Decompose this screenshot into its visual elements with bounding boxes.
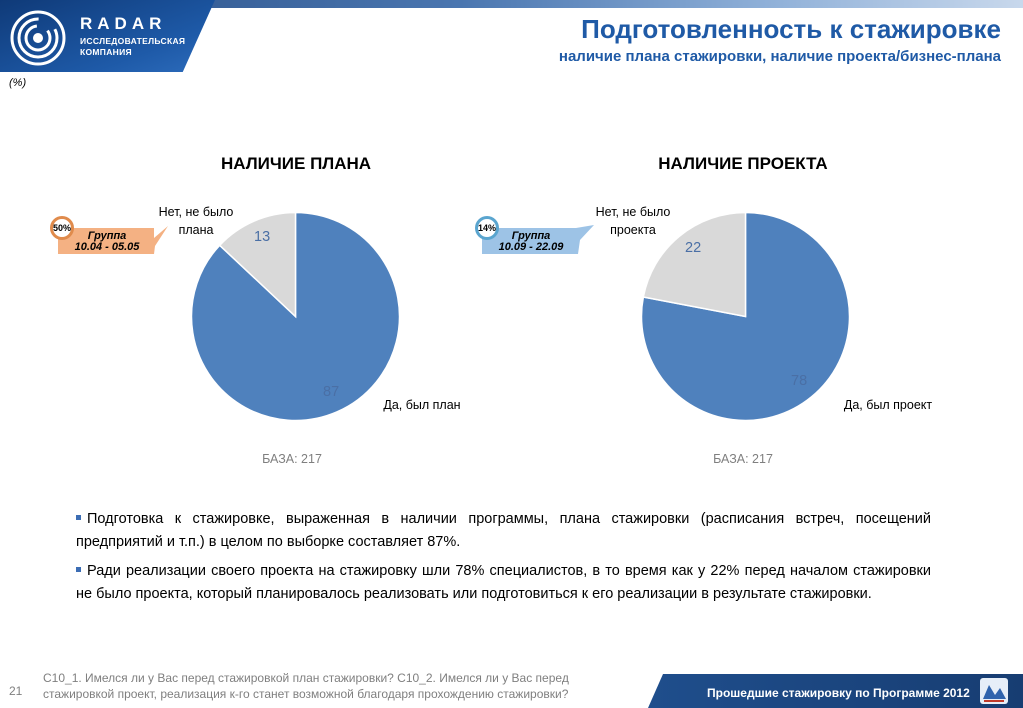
label-line: плана xyxy=(178,223,214,237)
question-note xyxy=(43,670,643,702)
legend-label-yes-project: Да, был проект xyxy=(843,398,933,412)
chart-title-plan: НАЛИЧИЕ ПЛАНА xyxy=(220,154,372,173)
program-label: Прошедшие стажировку по Программе 2012 xyxy=(707,686,970,700)
logo-name: RADAR xyxy=(80,14,167,33)
pie-chart-project xyxy=(638,209,853,424)
callout-line: 10.04 - 05.05 xyxy=(74,241,140,253)
callout-percent: 50% xyxy=(50,216,74,240)
legend-label-yes-plan: Да, был план xyxy=(383,398,461,412)
callout-line: 10.09 - 22.09 xyxy=(498,241,564,253)
bullet-text: Ради реализации своего проекта на стажировку шли 78% специалистов, в то время как у 22% перед началом стажировки не было проекта, который планировалось реализовать или подготовиться к его реализации в результате стажировки. xyxy=(76,563,931,602)
base-label-project: БАЗА: 217 xyxy=(713,452,773,466)
logo-subtitle: ИССЛЕДОВАТЕЛЬСКАЯ xyxy=(80,36,186,46)
bullet-item xyxy=(76,508,931,554)
bullet-text: Подготовка к стажировке, выраженная в наличии программы, плана стажировки (расписания встреч, посещений предприятий и т.п.) в целом по выборке составляет 87%. xyxy=(76,511,931,550)
program-emblem-icon xyxy=(979,677,1009,705)
page-title: Подготовленность к стажировке xyxy=(581,14,1001,44)
slice-value-no-project: 22 xyxy=(685,240,702,256)
note-line: С10_1. Имелся ли у Вас перед стажировкой план стажировки? С10_2. Имелся ли у Вас перед xyxy=(43,671,569,685)
bullet-item xyxy=(76,560,931,606)
bullet-square-icon xyxy=(76,567,81,572)
callout-text xyxy=(62,228,152,255)
label-line: Нет, не было xyxy=(158,205,234,219)
page-subtitle: наличие плана стажировки, наличие проекта/бизнес-плана xyxy=(558,48,1001,65)
callout-line: Группа xyxy=(87,230,127,242)
pie-chart-plan xyxy=(188,209,403,424)
page-number: 21 xyxy=(9,684,23,698)
base-label-plan: БАЗА: 217 xyxy=(262,452,322,466)
summary-bullets xyxy=(76,508,931,612)
label-line: проекта xyxy=(610,223,656,237)
slice-value-no-plan: 13 xyxy=(254,229,271,245)
label-line: Нет, не было xyxy=(595,205,671,219)
bullet-square-icon xyxy=(76,515,81,520)
chart-title-project: НАЛИЧИЕ ПРОЕКТА xyxy=(658,154,828,173)
slice-value-yes-plan: 87 xyxy=(323,384,340,400)
radar-logo-icon xyxy=(10,10,66,66)
units-label: (%) xyxy=(9,77,27,89)
callout-text xyxy=(486,228,576,255)
callout-percent: 14% xyxy=(475,216,499,240)
logo-subtitle: КОМПАНИЯ xyxy=(80,47,132,57)
note-line: стажировкой проект, реализация к-го станет возможной благодаря прохождению стажировки? xyxy=(43,687,569,701)
callout-line: Группа xyxy=(511,230,551,242)
slice-value-yes-project: 78 xyxy=(791,373,808,389)
